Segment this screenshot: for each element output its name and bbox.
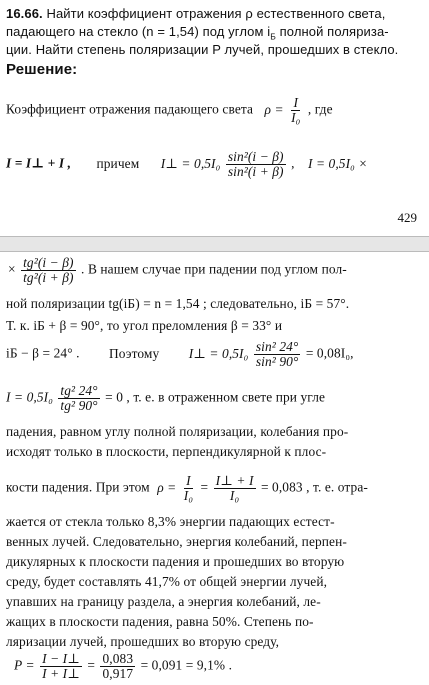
bottom-line-9: жается от стекла только 8,3% энергии падающих естест-	[6, 514, 335, 529]
top-l2-fraction	[226, 150, 286, 179]
bottom-line-14: жащих в плоскости падения, равна 50%. Степень по-	[6, 614, 314, 629]
page-top	[0, 0, 429, 236]
problem-text-2: падающего на стекло (n = 1,54) под углом i	[6, 24, 271, 39]
b-l8-a: кости падения. При этом	[6, 479, 150, 495]
top-l2-end: ,	[291, 155, 295, 171]
bottom-line-4	[6, 340, 421, 369]
top-l2-iperp: I⊥ = 0,5I₀	[160, 155, 221, 171]
b-l5-num: tg² 24°	[60, 383, 98, 398]
top-l1-end: , где	[307, 101, 333, 117]
b-l8-num-1: I	[186, 473, 191, 488]
b-l8-den-2: I₀	[229, 488, 240, 503]
top-line-1	[6, 96, 421, 125]
top-l2-last: I = 0,5I₀ ×	[307, 155, 368, 171]
problem-text-3: ции. Найти степень поляризации P лучей, прошедших в стекло.	[6, 42, 399, 57]
bottom-line-2: ной поляризации tg(iБ) = n = 1,54 ; следовательно, iБ = 57°.	[6, 296, 350, 311]
top-l2-text: причем	[96, 155, 140, 171]
bottom-line-11: дикулярных к плоскости падения и прошедших во вторую	[6, 554, 345, 569]
b-l1-text: . В нашем случае при падении под углом пол-	[81, 261, 347, 277]
b-l1-fraction	[21, 256, 75, 285]
b-l5-den: tg² 90°	[60, 398, 98, 413]
top-l1-den: I₀	[291, 110, 301, 125]
top-line-2	[6, 150, 421, 179]
b-l8-b: = 0,083 , т. е. отра-	[260, 479, 368, 495]
b-l16-num-1: I − I⊥	[42, 651, 80, 666]
bottom-line-12: среду, будет составлять 41,7% от общей энергии лучей,	[6, 574, 328, 589]
problem-line-3	[6, 42, 421, 58]
b-l16-end: = 0,091 = 9,1% .	[140, 657, 233, 673]
b-l8-fraction-1	[182, 474, 195, 503]
b-l16-eq: =	[87, 657, 96, 673]
top-l1-num: I	[293, 95, 298, 110]
b-l1-den: tg²(i + β)	[23, 270, 74, 285]
bottom-line-6: падения, равном углу полной поляризации, колебания про-	[6, 424, 349, 439]
page-bottom	[0, 252, 429, 685]
b-l16-num-2: 0,083	[102, 651, 134, 666]
b-l4-c: I⊥ = 0,5I₀	[188, 345, 249, 361]
b-l8-num-2: I⊥ + I	[215, 473, 254, 488]
b-l1-times: ×	[8, 261, 16, 277]
b-l8-rho: ρ =	[157, 479, 177, 495]
bottom-line-1	[8, 256, 421, 285]
b-l16-p: P =	[14, 657, 35, 673]
page-separator	[0, 236, 429, 252]
b-l4-fraction	[254, 340, 301, 369]
bottom-line-3: Т. к. iБ + β = 90°, то угол преломления β = 33° и	[6, 318, 283, 333]
b-l4-b: Поэтому	[109, 345, 160, 361]
top-l1-text: Коэффициент отражения падающего света	[6, 101, 254, 117]
problem-line-1	[6, 6, 421, 22]
problem-text-2-sub: Б	[270, 31, 276, 42]
bottom-line-7: исходят только в плоскости, перпендикулярной к плос-	[6, 444, 327, 459]
b-l16-den-1: I + I⊥	[42, 666, 80, 681]
bottom-line-13: упавших на границу раздела, а энергия колебаний, ле-	[6, 594, 321, 609]
b-l4-den: sin² 90°	[255, 354, 299, 369]
bottom-line-15: ляризации лучей, прошедших во вторую среду,	[6, 634, 280, 649]
page-number: 429	[397, 210, 417, 225]
b-l8-den-1: I₀	[183, 488, 194, 503]
b-l5-b: = 0 , т. е. в отраженном свете при угле	[105, 389, 326, 405]
b-l4-end: = 0,08I₀,	[305, 345, 354, 361]
b-l8-fraction-2	[214, 474, 256, 503]
b-l5-a: I = 0,5I₀	[6, 389, 53, 405]
b-l16-fraction-2	[100, 652, 135, 681]
b-l4-a: iБ − β = 24° .	[6, 345, 80, 361]
b-l16-den-2: 0,917	[102, 666, 134, 681]
problem-text-1: Найти коэффициент отражения ρ естественного света,	[46, 6, 386, 21]
problem-number: 16.66.	[6, 6, 43, 21]
top-l2-formula: I = I⊥ + I ,	[6, 155, 72, 171]
bottom-line-8	[6, 474, 421, 503]
top-l1-fraction	[289, 96, 302, 125]
b-l5-fraction	[58, 384, 99, 413]
top-l1-rho: ρ =	[264, 101, 284, 117]
solution-heading: Решение:	[6, 61, 78, 78]
b-l8-eq: =	[200, 479, 209, 495]
b-l1-num: tg²(i − β)	[23, 255, 74, 270]
top-l2-num: sin²(i − β)	[227, 149, 284, 164]
bottom-line-5	[6, 384, 421, 413]
problem-text-2-end: полной поляриза-	[275, 24, 389, 39]
b-l4-num: sin² 24°	[255, 339, 299, 354]
top-l2-den: sin²(i + β)	[227, 164, 284, 179]
bottom-line-10: венных лучей. Следовательно, энергия колебаний, перпен-	[6, 534, 347, 549]
bottom-line-16	[14, 652, 421, 681]
b-l16-fraction-1	[40, 652, 82, 681]
